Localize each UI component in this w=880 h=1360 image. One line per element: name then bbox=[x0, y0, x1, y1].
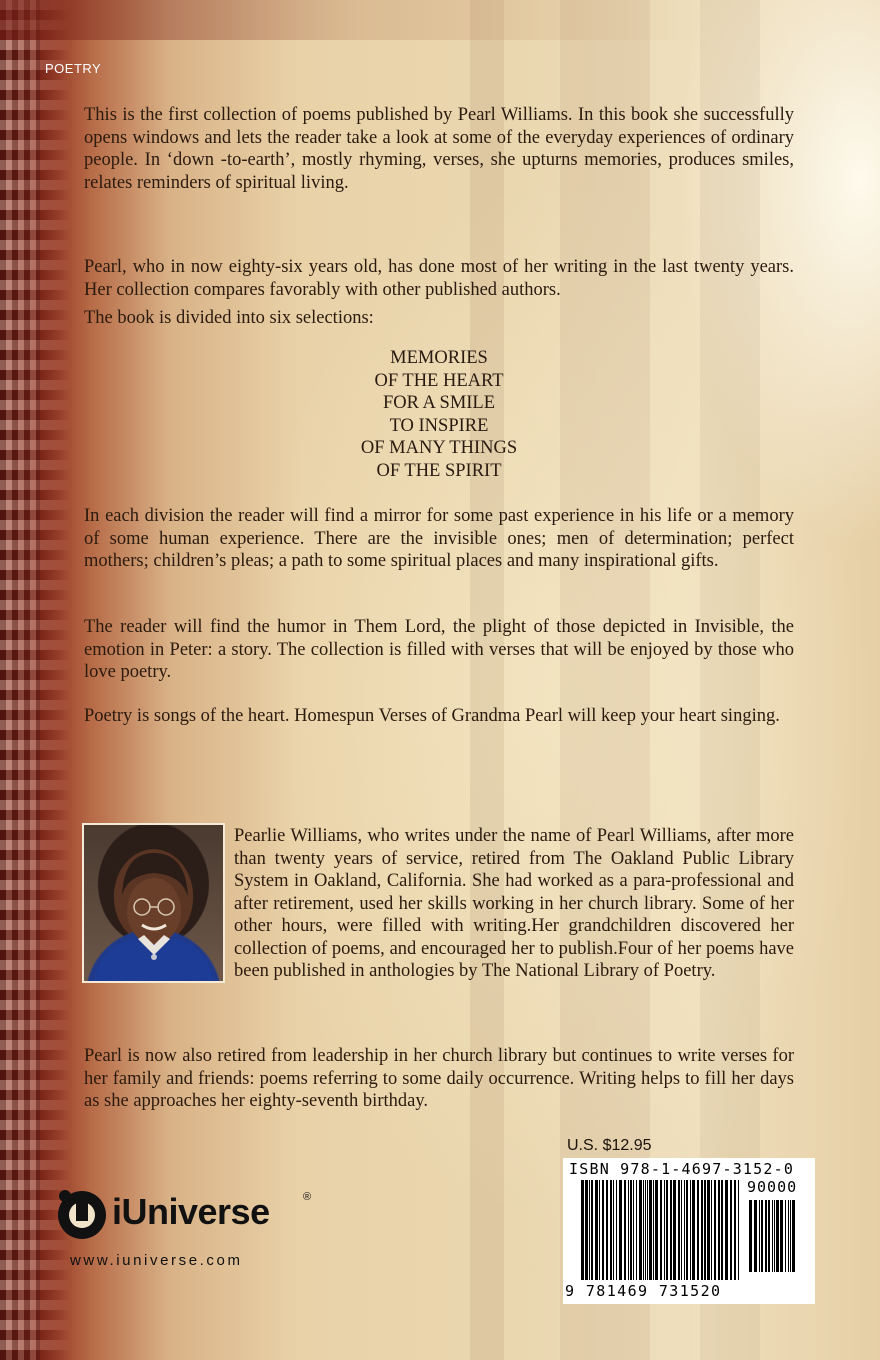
barcode-bar bbox=[681, 1180, 682, 1280]
barcode-bar bbox=[585, 1180, 588, 1280]
barcode-bar bbox=[613, 1180, 614, 1280]
top-band bbox=[0, 0, 880, 40]
description-paragraph: The reader will find the humor in Them Lord, the plight of those depicted in Invisible, the emotion in Peter: a story. The collection is filled with verses that will be enjoyed by those who love poetry. bbox=[84, 617, 794, 682]
publisher-name: iUniverse bbox=[112, 1191, 270, 1232]
barcode-bar bbox=[673, 1180, 676, 1280]
barcode-bar bbox=[591, 1180, 593, 1280]
barcode-bar bbox=[599, 1180, 600, 1280]
barcode-bar bbox=[666, 1180, 668, 1280]
barcode-bar bbox=[684, 1180, 685, 1280]
barcode-bar bbox=[776, 1200, 779, 1272]
section-list bbox=[84, 347, 794, 482]
barcode-bar bbox=[792, 1200, 795, 1272]
barcode-bar bbox=[610, 1180, 612, 1280]
publisher-website[interactable]: www.iuniverse.com bbox=[70, 1252, 243, 1269]
barcode-bar bbox=[639, 1180, 642, 1280]
barcode-bar bbox=[655, 1180, 658, 1280]
section-item: OF MANY THINGS bbox=[360, 438, 518, 458]
barcode-bar bbox=[653, 1180, 654, 1280]
barcode-bar bbox=[738, 1180, 739, 1280]
barcode-bar bbox=[686, 1180, 688, 1280]
barcode bbox=[563, 1158, 815, 1304]
price-code: 90000 bbox=[747, 1178, 798, 1196]
barcode-bar bbox=[645, 1180, 646, 1280]
barcode-bar bbox=[707, 1180, 710, 1280]
section-item: OF THE HEART bbox=[374, 370, 504, 391]
barcode-bar bbox=[636, 1180, 637, 1280]
barcode-bar bbox=[704, 1180, 706, 1280]
barcode-bar bbox=[678, 1180, 680, 1280]
section-item: TO INSPIRE bbox=[389, 415, 489, 436]
barcode-bar bbox=[602, 1180, 604, 1280]
barcode-bar bbox=[606, 1180, 608, 1280]
barcode-bar bbox=[619, 1180, 622, 1280]
barcode-bar bbox=[633, 1180, 634, 1280]
textile-weave bbox=[0, 0, 40, 1360]
barcode-bar bbox=[595, 1180, 598, 1280]
barcode-bar bbox=[734, 1180, 736, 1280]
barcode-bar bbox=[718, 1180, 720, 1280]
description-paragraph: Pearl, who in now eighty-six years old, has done most of her writing in the last twenty years. Her collection compares favorably with other published authors. bbox=[84, 257, 794, 300]
barcode-bar bbox=[664, 1180, 665, 1280]
barcode-bar bbox=[759, 1200, 760, 1272]
author-bio: Pearlie Williams, who writes under the name of Pearl Williams, after more than twenty years of service, retired from The Oakland Public Library System in Oakland, California. She had worked as a para-professional and after retirement, used her skills working in her church library. Some of her other hours, were filled with writing.Her grandchildren discovered her collection of poems, and encouraged her to publish.Four of her poems have been published in anthologies by The National Library of Poetry. bbox=[234, 826, 794, 981]
barcode-bar bbox=[774, 1200, 775, 1272]
barcode-bar bbox=[649, 1180, 652, 1280]
price-code-bars bbox=[749, 1200, 799, 1272]
registered-mark: ® bbox=[303, 1191, 312, 1203]
barcode-bar bbox=[697, 1180, 699, 1280]
author-bio-continued: Pearl is now also retired from leadership in her church library but continues to write verses for her family and friends: poems referring to some daily occurrence. Writing helps to fill her days as she approaches her eighty-seventh birthday. bbox=[84, 1046, 794, 1111]
section-item: MEMORIES bbox=[390, 348, 488, 368]
description-paragraph: The book is divided into six selections: bbox=[84, 308, 374, 328]
section-item: OF THE SPIRIT bbox=[376, 460, 502, 481]
barcode-bar bbox=[628, 1180, 629, 1280]
description-paragraph: Poetry is songs of the heart. Homespun Verses of Grandma Pearl will keep your heart singing. bbox=[84, 706, 780, 726]
barcode-bars bbox=[581, 1180, 741, 1280]
barcode-bar bbox=[660, 1180, 662, 1280]
price: U.S. $12.95 bbox=[567, 1137, 652, 1154]
description-paragraph: This is the first collection of poems published by Pearl Williams. In this book she successfully opens windows and lets the reader take a look at some of the everyday experiences of ordinary people. In ‘down -to-earth’, mostly rhyming, verses, she upturns memories, produces smiles, relates reminders of spiritual living. bbox=[84, 105, 794, 193]
barcode-bar bbox=[780, 1200, 783, 1272]
barcode-bar bbox=[690, 1180, 691, 1280]
barcode-bar bbox=[761, 1200, 763, 1272]
barcode-bar bbox=[749, 1200, 752, 1272]
barcode-bar bbox=[785, 1200, 786, 1272]
barcode-bar bbox=[725, 1180, 728, 1280]
description-paragraph: In each division the reader will find a mirror for some past experience in his life or a memory of some human experience. There are the invisible ones; men of determination; perfect mothers; children’s pleas; a path to some spiritual places and many inspirational gifts. bbox=[84, 506, 794, 571]
barcode-bar bbox=[701, 1180, 703, 1280]
barcode-bar bbox=[624, 1180, 626, 1280]
barcode-bar bbox=[768, 1200, 770, 1272]
barcode-bar bbox=[711, 1180, 712, 1280]
barcode-bar bbox=[790, 1200, 791, 1272]
barcode-bar bbox=[721, 1180, 723, 1280]
barcode-bar bbox=[765, 1200, 767, 1272]
barcode-bar bbox=[692, 1180, 695, 1280]
iuniverse-logo-icon bbox=[56, 1187, 108, 1239]
barcode-bar bbox=[714, 1180, 716, 1280]
barcode-bar bbox=[647, 1180, 648, 1280]
barcode-bar bbox=[754, 1200, 757, 1272]
barcode-bar bbox=[589, 1180, 590, 1280]
barcode-bar bbox=[730, 1180, 732, 1280]
barcode-bar bbox=[670, 1180, 672, 1280]
isbn-label: ISBN 978-1-4697-3152-0 bbox=[569, 1160, 795, 1178]
barcode-bar bbox=[630, 1180, 632, 1280]
author-photo bbox=[82, 823, 225, 983]
barcode-bar bbox=[616, 1180, 617, 1280]
barcode-bar bbox=[643, 1180, 644, 1280]
barcode-bar bbox=[772, 1200, 773, 1272]
barcode-bar bbox=[788, 1200, 789, 1272]
barcode-bar bbox=[581, 1180, 584, 1280]
genre-label: POETRY bbox=[45, 61, 102, 76]
section-item: FOR A SMILE bbox=[382, 393, 496, 413]
ean-digits: 9 781469 731520 bbox=[565, 1282, 722, 1300]
